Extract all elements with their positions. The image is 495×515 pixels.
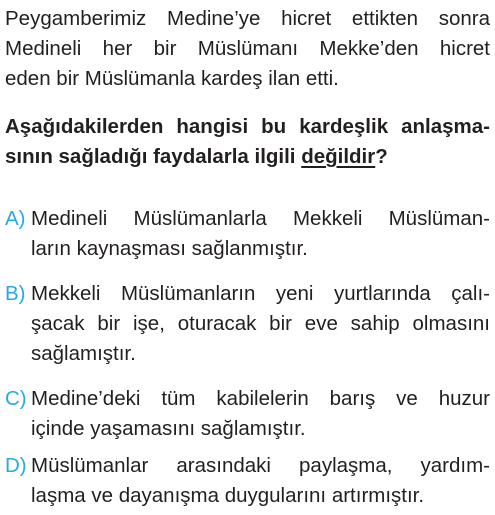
option-text-line: Medine’deki tüm kabilelerin barış ve huzur: [31, 387, 490, 410]
question-emphasis: değildir: [301, 145, 376, 168]
option-letter: D): [5, 454, 27, 477]
passage-line-2: Medineli her bir Müslümanı Mekke’den hicret: [5, 37, 490, 60]
passage-line-1: Peygamberimiz Medine’ye hicret ettikten sonra: [5, 7, 490, 30]
option-text-line: Mekkeli Müslümanların yeni yurtlarında çalı-: [31, 282, 490, 305]
option-text-line: şacak bir işe, oturacak bir eve sahip olmasını: [31, 312, 490, 335]
option-text-line: ların kaynaşması sağlanmıştır.: [31, 237, 308, 260]
option-letter: B): [5, 282, 26, 305]
option-text-line: sağlamıştır.: [31, 342, 136, 365]
question-mark: ?: [375, 145, 388, 168]
question-line-1: Aşağıdakilerden hangisi bu kardeşlik anlaşma-: [5, 115, 490, 138]
option-text-line: Müslümanlar arasındaki paylaşma, yardım-: [31, 454, 490, 477]
question-line-2: [5, 142, 388, 172]
option-text-line: Medineli Müslümanlarla Mekkeli Müslüman-: [31, 207, 490, 230]
option-letter: A): [5, 207, 26, 230]
option-letter: C): [5, 387, 27, 410]
question-text: sının sağladığı faydalarla ilgili: [5, 145, 302, 168]
option-text-line: içinde yaşamasını sağlamıştır.: [31, 417, 306, 440]
option-text-line: laşma ve dayanışma duygularını artırmıştır.: [31, 484, 425, 507]
passage-line-3: eden bir Müslümanla kardeş ilan etti.: [5, 67, 339, 90]
